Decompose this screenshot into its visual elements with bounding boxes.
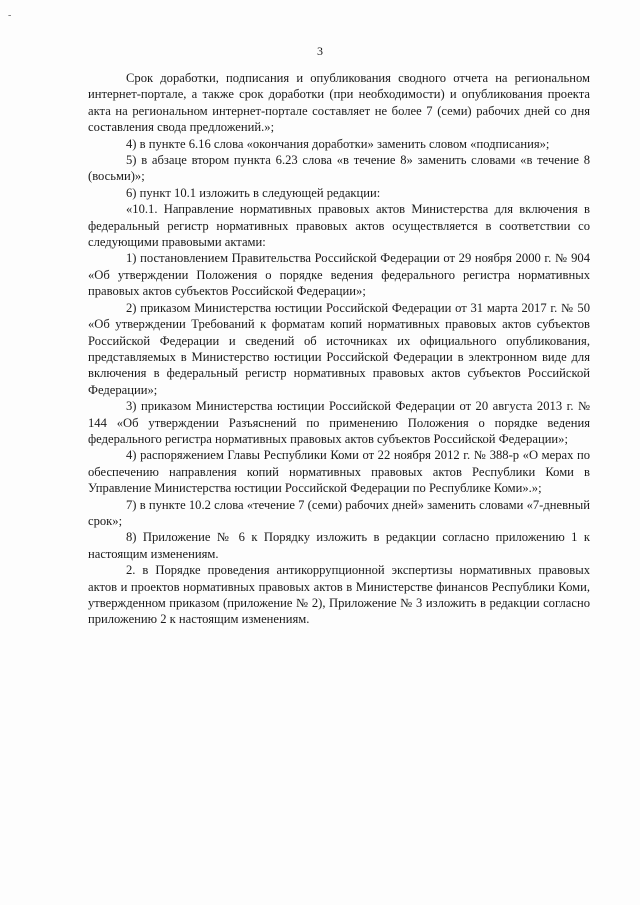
paragraph-act-1: 1) постановлением Правительства Российской Федерации от 29 ноября 2000 г. № 904 «Об утверждении Положения о порядке ведения федерального регистра нормативных правовых актов субъектов Российской Федерации»; [88,251,590,299]
paragraph-item-4: 4) в пункте 6.16 слова «окончания доработки» заменить словом «подписания»; [126,136,550,151]
page-number: 3 [317,44,323,58]
paragraph-item-7: 7) в пункте 10.2 слова «течение 7 (семи) рабочих дней» заменить словами «7-дневный срок»; [88,497,590,528]
paragraph-act-2: 2) приказом Министерства юстиции Российской Федерации от 31 марта 2017 г. № 50 «Об утверждении Требований к форматам копий нормативных правовых актов субъектов Российской Федерации и сведений об источниках их официального опубликования, представляемых в Министерство юстиции Российской Федерации в электронном виде для включения в федеральный регистр нормативных правовых актов субъектов Российской Федерации»; [88,300,590,397]
paragraph-item-5: 5) в абзаце втором пункта 6.23 слова «в течение 8» заменить словами «в течение 8 (восьми)»; [88,153,590,184]
corner-mark: - [8,10,12,21]
document-body [88,70,590,628]
paragraph-deadline-report: Срок доработки, подписания и опубликования сводного отчета на региональном интернет-портале, а также срок доработки (при необходимости) и опубликования проекта акта на региональном интернет-портале составляет не более 7 (семи) рабочих дней со дня составления свода предложений.»; [88,71,590,135]
paragraph-act-3: 3) приказом Министерства юстиции Российской Федерации от 20 августа 2013 г. № 144 «Об утверждении Разъяснений по применению Положения о порядке ведения федерального регистра нормативных правовых актов субъектов Российской Федерации»; [88,399,590,446]
paragraph-item-6: 6) пункт 10.1 изложить в следующей редакции: [126,185,381,200]
paragraph-item-8: 8) Приложение № 6 к Порядку изложить в редакции согласно приложению 1 к настоящим изменениям. [88,530,590,561]
paragraph-section-2: 2. в Порядке проведения антикоррупционной экспертизы нормативных правовых актов и проектов нормативных правовых актов в Министерстве финансов Республики Коми, утвержденном приказом (приложение № 2), Приложение № 3 изложить в редакции согласно приложению 2 к настоящим изменениям. [88,563,590,627]
paragraph-act-4: 4) распоряжением Главы Республики Коми от 22 ноября 2012 г. № 388-р «О мерах по обеспечению направления копий нормативных правовых актов Республики Коми в Управление Министерства юстиции Российской Федерации по Республике Коми».»; [88,448,590,496]
paragraph-10-1-heading: «10.1. Направление нормативных правовых актов Министерства для включения в федеральный регистр нормативных правовых актов осуществляется в соответствии со следующими правовыми актами: [88,202,590,250]
